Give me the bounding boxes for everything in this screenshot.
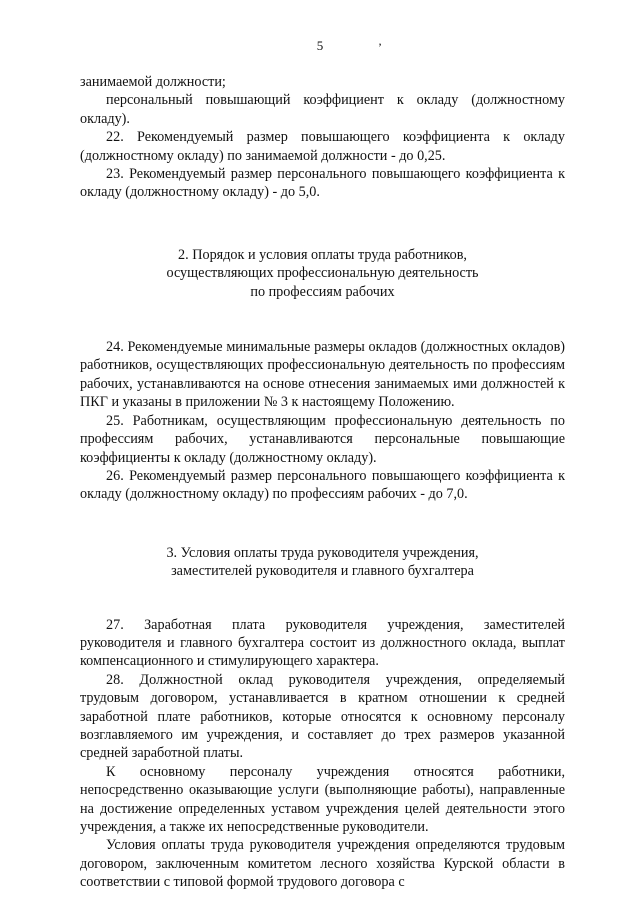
section-3-heading-line: 3. Условия оплаты труда руководителя учреждения, [166,544,479,561]
page-number: 5 [316,38,324,53]
section-2-heading-line: 2. Порядок и условия оплаты труда работников, [178,246,467,263]
paragraph-head-conditions: Условия оплаты труда руководителя учреждения определяются трудовым договором, заключенным комитетом лесного хозяйства Курской области в соответствии с типовой формой трудового договора с [80,837,565,891]
paragraph-26: 26. Рекомендуемый размер персонального повышающего коэффициента к окладу (должностному окладу) по профессиям рабочих - до 7,0. [80,467,565,503]
paragraph-main-staff: К основному персоналу учреждения относятся работники, непосредственно оказывающие услуги (выполняющие работы), направленные на достижение определенных уставом учреждения целей деятельности этого учреждения, а также их непосредственные руководители. [80,763,565,835]
section-3-heading-line: заместителей руководителя и главного бухгалтера [171,563,474,580]
paragraph-27: 27. Заработная плата руководителя учреждения, заместителей руководителя и главного бухгалтера состоит из должностного оклада, выплат компенсационного и стимулирующего характера. [80,616,565,670]
paragraph-28: 28. Должностной оклад руководителя учреждения, определяемый трудовым договором, устанавливается в кратном отношении к средней заработной плате работников, которые относятся к основному персоналу возглавляемого им учреждения, и составляет до трех размеров указанной средней заработной платы. [80,671,565,762]
paragraph-intro-continuation: занимаемой должности; [80,74,226,90]
document-body [80,73,565,892]
paragraph-personal-coefficient: персональный повышающий коэффициент к окладу (должностному окладу). [80,92,565,127]
section-3-heading [80,544,565,581]
section-2-heading-line: по профессиям рабочих [250,283,395,300]
section-2-heading-line: осуществляющих профессиональную деятельность [166,265,479,282]
section-2-heading [80,246,565,301]
paragraph-23: 23. Рекомендуемый размер персонального повышающего коэффициента к окладу (должностному окладу) - до 5,0. [80,166,565,201]
paragraph-24: 24. Рекомендуемые минимальные размеры окладов (должностных окладов) работников, осуществляющих профессиональную деятельность по профессиям рабочих, устанавливаются на основе отнесения занимаемых ими должностей к ПКГ и указаны в приложении № 3 к настоящему Положению. [80,339,565,411]
paragraph-25: 25. Работникам, осуществляющим профессиональную деятельность по профессиям рабочих, устанавливаются персональные повышающие коэффициенты к окладу (должностному окладу). [80,412,565,466]
paragraph-22: 22. Рекомендуемый размер повышающего коэффициента к окладу (должностному окладу) по занимаемой должности - до 0,25. [80,129,565,164]
scan-mark: ’ [378,40,382,54]
